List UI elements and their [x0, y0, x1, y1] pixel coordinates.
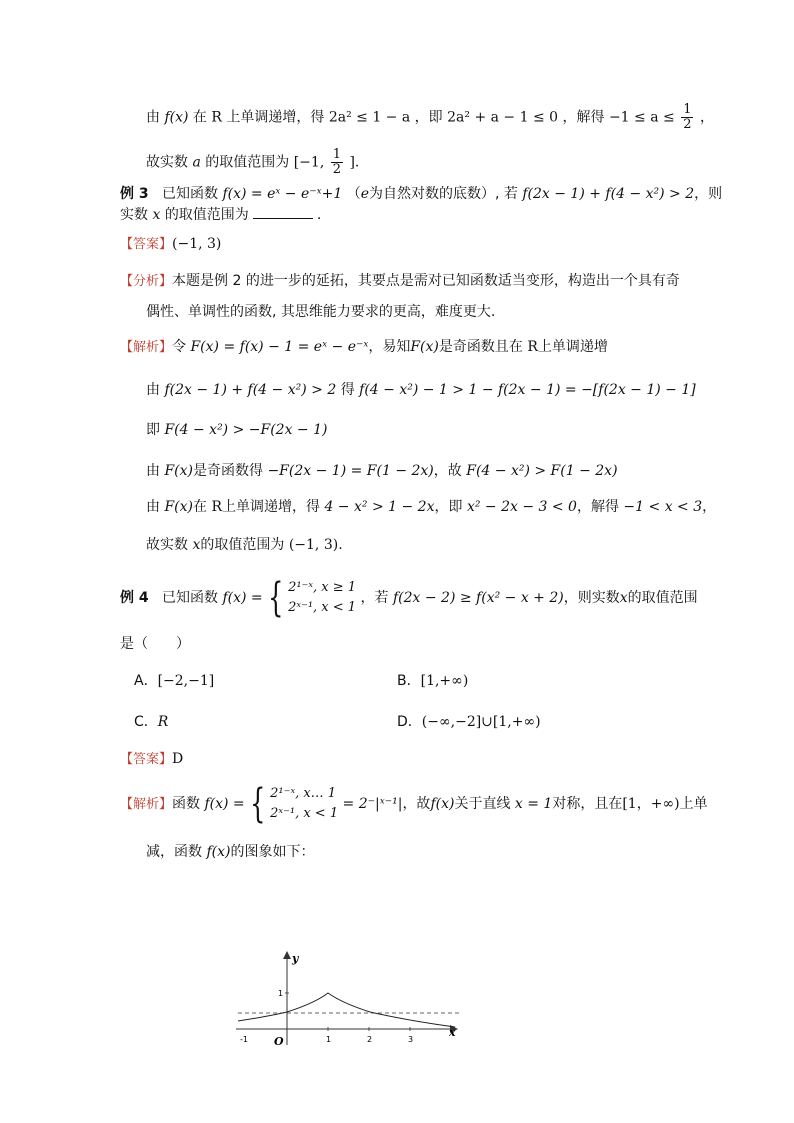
frac-den: 2 — [683, 117, 692, 132]
ex3-question-line-2 — [120, 204, 321, 225]
x-axis-label: x — [449, 1026, 456, 1039]
option-a[interactable] — [134, 671, 214, 691]
text: 上单 — [679, 796, 708, 812]
text: 本题是例 2 的进一步的延拓，其要点是需对已知函数适当变形，构造出一个具有奇 — [172, 273, 680, 289]
option-c[interactable] — [134, 712, 168, 732]
option-label: A． — [134, 673, 158, 689]
text: 由 — [146, 382, 160, 398]
case-1: 2¹⁻ˣ, x… 1 — [270, 786, 337, 801]
math: a — [192, 154, 201, 171]
option-label: D． — [397, 714, 422, 730]
option-value: [−2,−1] — [157, 673, 215, 689]
math: f(2x − 1) + f(4 − x²) > 2 — [164, 382, 337, 398]
text: 故实数 — [146, 537, 188, 553]
text: ，解得 — [562, 109, 605, 126]
piecewise-cases — [270, 784, 338, 824]
fraction — [681, 103, 693, 132]
math: f(2x − 1) + f(4 − x²) > 2 — [522, 186, 695, 202]
math: x² − 2x − 3 < 0 — [466, 499, 577, 515]
frac-den: 2 — [332, 162, 342, 177]
ex4-question-line-1 — [120, 576, 698, 620]
math: [1，+∞) — [622, 796, 680, 812]
text: 上单调递增 — [537, 339, 608, 355]
origin-label: O — [274, 1035, 284, 1048]
ex3-analysis-2 — [146, 302, 495, 322]
answer-blank — [253, 204, 313, 219]
math: F(x) = f(x) − 1 = eˣ − e⁻ˣ — [190, 339, 369, 355]
text: 减，函数 — [146, 844, 202, 860]
text: 由 — [146, 499, 160, 515]
text: 已知函数 — [161, 186, 218, 202]
math: F(4 − x²) > F(1 − 2x) — [466, 463, 618, 479]
text: 的取值范围为 — [205, 154, 290, 171]
text: （ — [346, 186, 361, 202]
text: 为自然对数的底数）, 若 — [369, 186, 518, 202]
text: 实数 — [120, 207, 148, 223]
text: ， — [702, 499, 717, 515]
text: . — [338, 537, 343, 553]
math: e — [360, 186, 369, 202]
math: R — [211, 499, 222, 515]
math: [−1, — [293, 154, 325, 171]
text: 是（ ） — [120, 636, 190, 652]
ex3-question-line-1 — [120, 184, 722, 204]
math: x = 1 — [514, 796, 553, 812]
ex3-solution-5 — [146, 497, 716, 517]
text: 由 — [146, 109, 160, 126]
math: f(x) — [206, 844, 231, 860]
math: 4 − x² > 1 − 2x — [324, 499, 435, 515]
option-value: [1,+∞) — [420, 673, 469, 689]
frac-num: 1 — [683, 102, 692, 117]
answer-value: D — [172, 751, 184, 767]
text: 的图象如下： — [230, 844, 315, 860]
fraction — [331, 148, 343, 177]
ex4-question-line-2 — [120, 634, 190, 654]
text: ， — [699, 109, 714, 126]
text: 上单调递增，得 — [226, 109, 325, 126]
option-label: B． — [397, 673, 421, 689]
ex3-solution-1 — [120, 337, 608, 358]
option-value: (−∞,−2]∪[1,+∞) — [421, 714, 541, 730]
ex3-solution-6 — [146, 535, 343, 555]
option-label: C． — [134, 714, 158, 730]
text: ，故 — [433, 463, 462, 479]
y-axis-label: y — [292, 952, 299, 965]
math: f(x) = — [222, 590, 263, 606]
case-2: 2ˣ⁻¹, x < 1 — [288, 600, 357, 615]
text: ，即 — [434, 499, 463, 515]
math: f(2x − 2) ≥ f(x² − x + 2) — [392, 590, 564, 606]
text: 关于直线 — [454, 796, 511, 812]
math: ]. — [349, 154, 360, 171]
ex4-solution-2 — [146, 842, 314, 862]
text: ，易知 — [368, 339, 411, 355]
option-d[interactable] — [397, 712, 541, 732]
math: f(x) — [430, 796, 455, 812]
example-label: 例 4 — [120, 590, 149, 606]
left-brace: { — [267, 575, 283, 621]
ex3-solution-2 — [146, 380, 696, 400]
text: 是奇函数且在 — [438, 339, 523, 355]
math: −1 < x < 3 — [623, 499, 703, 515]
math: F(x) — [410, 339, 439, 355]
ex3-solution-3 — [146, 420, 327, 440]
math: = 2⁻|ˣ⁻¹| — [342, 796, 403, 812]
text: ，则实数 — [563, 590, 620, 606]
text: 是奇函数得 — [193, 463, 263, 479]
math: −F(2x − 1) = F(1 − 2x) — [267, 463, 434, 479]
math: f(x) = — [204, 796, 245, 812]
text: 即 — [146, 422, 160, 438]
text: 由 — [146, 463, 160, 479]
math: R — [211, 109, 222, 126]
math: F(4 − x²) > −F(2x − 1) — [164, 422, 328, 438]
left-brace: { — [249, 781, 266, 827]
piecewise-cases — [288, 578, 356, 618]
math: f(x) — [164, 109, 189, 126]
math: f(x) = eˣ − e⁻ˣ+1 — [222, 186, 343, 202]
tick-label: 1 — [326, 1035, 332, 1044]
math: x — [619, 590, 628, 606]
answer-tag: 【答案】 — [120, 237, 173, 252]
option-b[interactable] — [397, 671, 468, 691]
text: 令 — [172, 339, 187, 355]
tick-label: 1 — [278, 989, 284, 998]
function-graph — [230, 945, 470, 1055]
tick-label: -1 — [240, 1035, 248, 1044]
option-value: R — [157, 714, 169, 730]
example-label: 例 3 — [120, 186, 149, 202]
case-1: 2¹⁻ˣ, x ≥ 1 — [288, 580, 357, 595]
text: . — [316, 207, 322, 223]
text: 对称，且在 — [552, 796, 623, 812]
answer-tag: 【答案】 — [120, 752, 173, 767]
text: 得 — [340, 382, 355, 398]
ex4-solution-1 — [120, 782, 708, 827]
ex3-solution-4 — [146, 461, 618, 481]
prev-line-1 — [146, 103, 714, 132]
math: x — [192, 537, 201, 553]
math: −1 ≤ a ≤ — [608, 109, 675, 126]
text: 在 — [193, 499, 207, 515]
text: 上单调递增，得 — [222, 499, 320, 515]
text: 的取值范围为 — [200, 537, 285, 553]
analysis-tag: 【分析】 — [120, 274, 173, 289]
solution-tag: 【解析】 — [120, 340, 173, 355]
ex3-analysis-1 — [120, 271, 680, 292]
math: R — [527, 339, 538, 355]
text: 已知函数 — [161, 590, 218, 606]
math: (−1, 3) — [288, 537, 339, 553]
math: F(x) — [164, 463, 193, 479]
text: 在 — [192, 109, 207, 126]
case-2: 2ˣ⁻¹, x < 1 — [270, 806, 339, 821]
text: ，则 — [694, 186, 723, 202]
math: f(4 − x²) − 1 > 1 − f(2x − 1) = −[f(2x − 1) − 1] — [359, 382, 696, 398]
tick-label: 3 — [408, 1035, 414, 1044]
frac-num: 1 — [332, 147, 342, 162]
math: x — [152, 207, 161, 223]
text: ，若 — [360, 590, 389, 606]
ex4-answer — [120, 749, 183, 770]
tick-label: 2 — [367, 1035, 373, 1044]
function-curve — [238, 993, 455, 1027]
math: F(x) — [164, 499, 193, 515]
text: ，故 — [402, 796, 431, 812]
text: 故实数 — [146, 154, 188, 171]
text: 偶性、单调性的函数, 其思维能力要求的更高，难度更大. — [146, 304, 496, 320]
text: 的取值范围为 — [164, 207, 249, 223]
solution-tag: 【解析】 — [120, 797, 173, 812]
prev-line-2 — [146, 148, 359, 177]
answer-value: (−1, 3) — [172, 236, 222, 252]
math: 2a² ≤ 1 − a — [328, 109, 411, 126]
text: ，即 — [414, 109, 443, 126]
text: ，解得 — [576, 499, 619, 515]
ex3-answer — [120, 234, 221, 255]
text: 函数 — [172, 796, 201, 812]
math: 2a² + a − 1 ≤ 0 — [447, 109, 559, 126]
text: 的取值范围 — [627, 590, 698, 606]
y-axis-arrow — [283, 951, 291, 959]
